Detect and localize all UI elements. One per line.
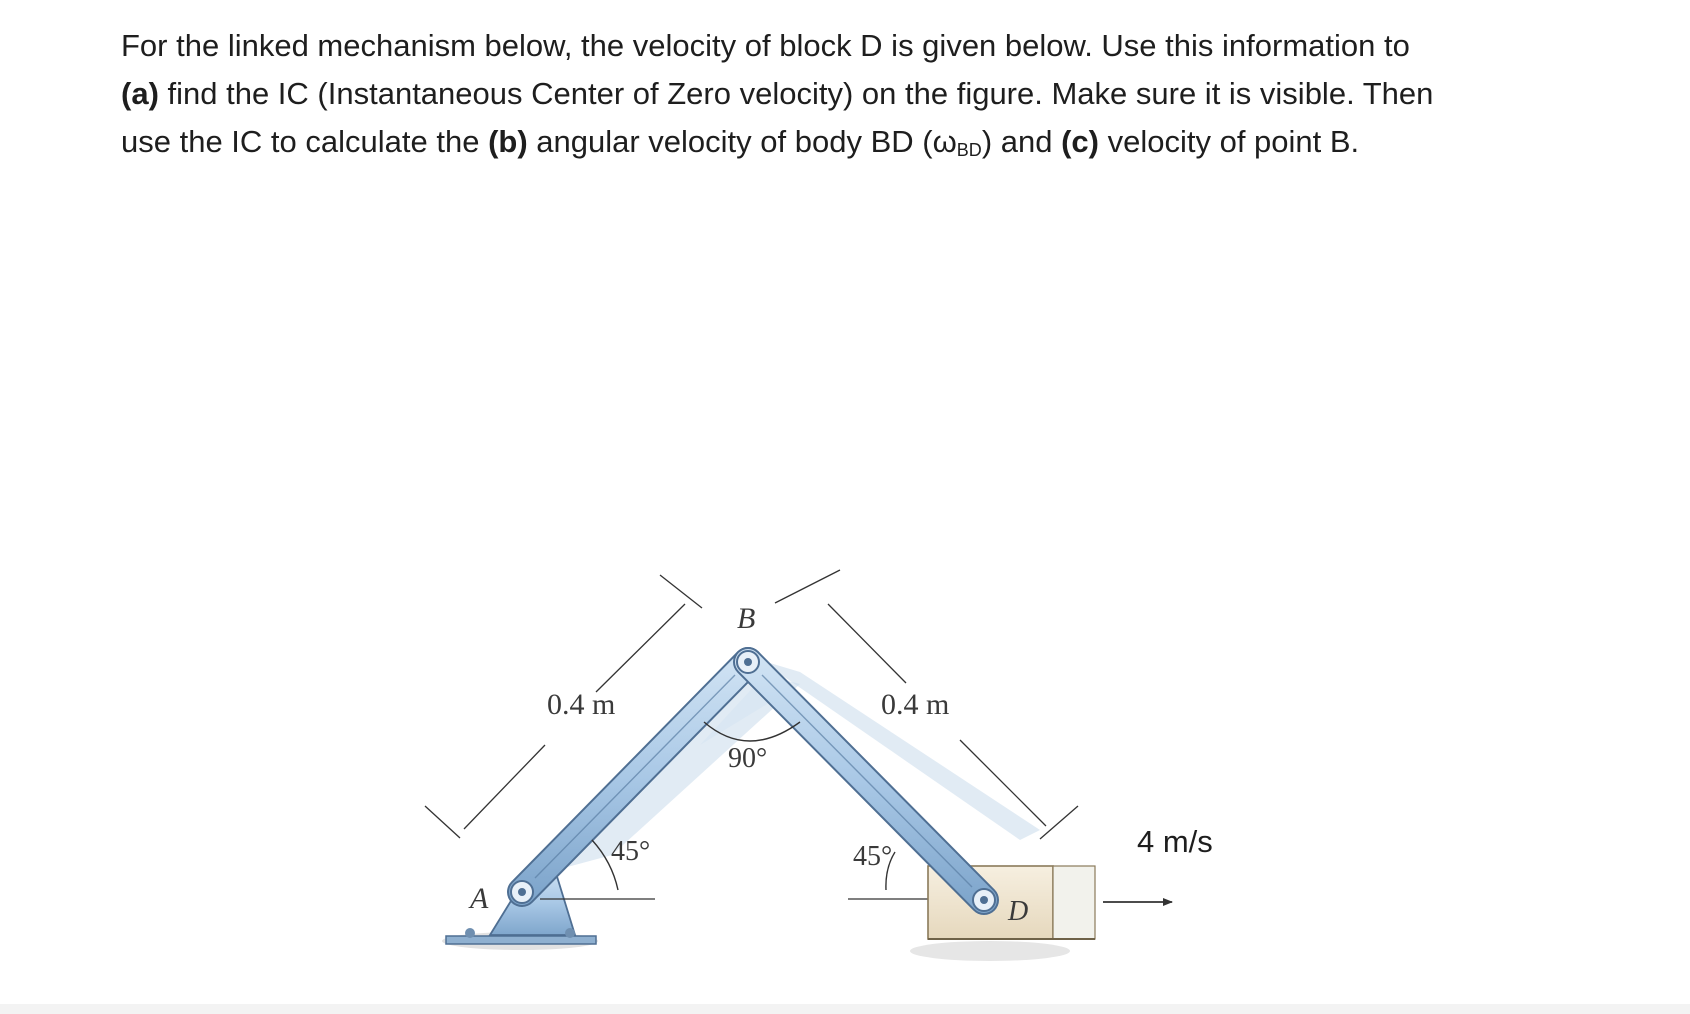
pin-a [511, 881, 533, 903]
line-3-start: use the IC to calculate the [121, 124, 489, 159]
part-a-label: (a) [121, 76, 159, 111]
part-c-label: (c) [1061, 124, 1099, 159]
label-velocity-d: 4 m/s [1137, 824, 1213, 859]
part-c-text: velocity of point B. [1098, 124, 1360, 159]
label-angle-b: 90° [728, 743, 768, 774]
problem-line-1-text: For the linked mechanism below, the velocity of block D is given below. Use this information to [121, 28, 1410, 63]
bottom-strip [0, 1004, 1690, 1014]
label-angle-a: 45° [611, 836, 651, 867]
label-length-ab: 0.4 m [547, 688, 616, 721]
label-length-bd: 0.4 m [881, 688, 950, 721]
omega-subscript: BD [956, 140, 982, 160]
pin-b [737, 651, 759, 673]
label-angle-d: 45° [853, 841, 893, 872]
label-point-d: D [1008, 896, 1029, 927]
part-b-label: (b) [488, 124, 528, 159]
label-point-a: A [470, 882, 489, 915]
part-a-text: find the IC (Instantaneous Center of Zero velocity) on the figure. Make sure it is visible. Then [158, 76, 1434, 111]
label-point-b: B [737, 602, 756, 635]
part-b-text: angular velocity of body BD (ω [527, 124, 957, 159]
pin-d [973, 889, 995, 911]
ground-shadow-d [910, 941, 1070, 961]
line-3-after-sub: ) and [981, 124, 1062, 159]
